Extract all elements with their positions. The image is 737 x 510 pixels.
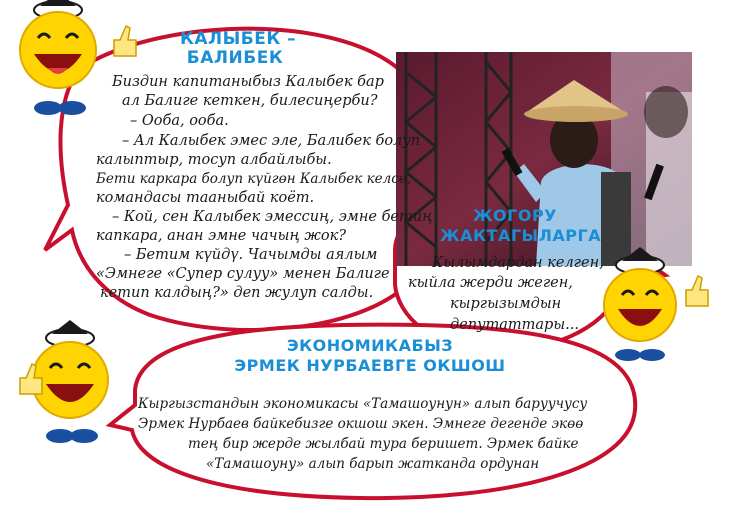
bubble2-title	[440, 206, 602, 246]
bubble3-line: Эрмек Нурбаев байкебизге окшош экен. Эмнеге дегенде экөө	[138, 416, 584, 432]
laughing-smiley-icon	[604, 247, 676, 361]
laughing-smiley-icon	[32, 320, 108, 443]
thumbs-up-icon	[114, 26, 136, 56]
bubble1-line: – Ооба, ооба.	[130, 113, 229, 129]
bubble2-line: кыйла жерди жеген,	[408, 275, 573, 291]
bubble2-line: кыргызымдын	[450, 296, 562, 312]
bubble1-line: командасы тааныбай коёт.	[96, 190, 315, 206]
bubble1-line: ал Балиге кеткен, билесиңерби?	[122, 93, 378, 109]
bubble3-line: «Тамашоуну» алып барып жатканда ордунан	[206, 456, 540, 472]
bubble3-title-line2: ЭРМЕК НУРБАЕВГЕ ОКШОШ	[234, 356, 506, 375]
bubble3-title	[220, 336, 520, 376]
bubble1-line: капкара, анан эмне чачың жок?	[96, 228, 347, 244]
bubble2-line: Кылымдардан келген,	[432, 255, 604, 271]
bubble1-line: калыптыр, тосуп албайлыбы.	[96, 152, 332, 168]
bubble1-line: кетип калдың?» деп жулуп салды.	[100, 285, 374, 301]
bubble3-line: тең бир жерде жылбай тура беришет. Эрмек байке	[188, 436, 579, 452]
bubble3-title-line1: ЭКОНОМИКАБЫЗ	[286, 336, 454, 355]
thumbs-up-icon	[686, 276, 708, 306]
laughing-smiley-icon	[20, 0, 96, 115]
bubble1-line: «Эмнеге «Супер сулуу» менен Балиге	[96, 266, 390, 282]
bubble1-line: – Ал Калыбек эмес эле, Балибек болуп	[122, 133, 421, 149]
bubble1-title	[180, 29, 297, 68]
bubble2-line: депутаттары...	[450, 317, 579, 333]
bubble3-line: Кыргызстандын экономикасы «Тамашоунун» алып баруучусу	[138, 396, 588, 412]
bubble2-title-line1: ЖОГОРУ	[472, 206, 558, 225]
bubble2-title-line2: ЖАКТАГЫЛАРГА	[440, 226, 602, 245]
bubble1-title-line1: КАЛЫБЕК –	[180, 29, 297, 49]
bubble1-title-line2: БАЛИБЕК	[186, 48, 284, 68]
bubble1-line: Бети каpкара болуп күйгөн Калыбек келсе,	[96, 171, 412, 187]
bubble1-line: – Бетим күйдү. Чачымды аялым	[124, 247, 378, 263]
bubble1-line: Биздин капитаныбыз Калыбек бар	[112, 74, 384, 90]
bubble1-line: – Кой, сен Калыбек эмессиң, эмне бетиң	[112, 209, 433, 225]
